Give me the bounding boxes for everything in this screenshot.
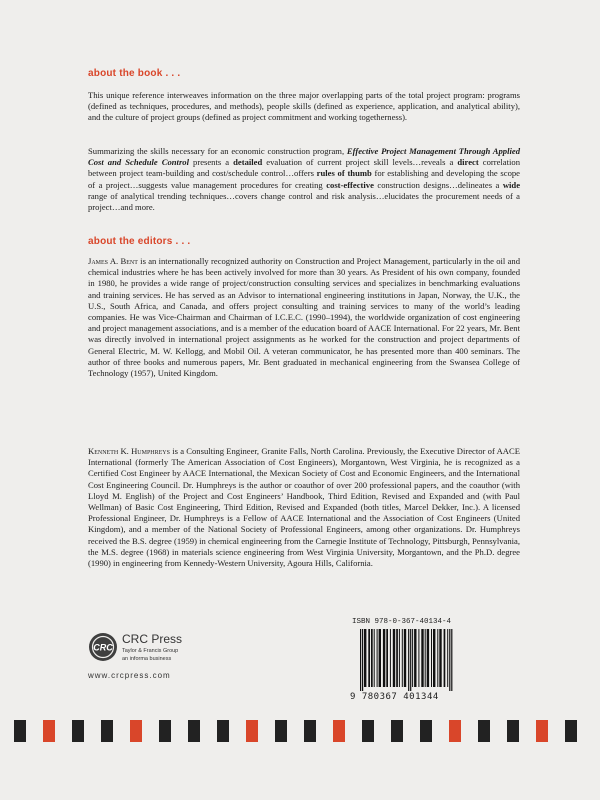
barcode-bar	[449, 629, 450, 691]
barcode-bar	[390, 629, 391, 687]
text-emphasis: Kenneth K. Humphreys	[88, 446, 170, 456]
barcode-bar	[425, 629, 426, 687]
barcode-bar	[418, 629, 419, 687]
stripe-block	[333, 720, 345, 742]
decorative-stripe-band	[0, 720, 600, 742]
barcode-bar	[396, 629, 398, 687]
stripe-block	[565, 720, 577, 742]
barcode-bar	[437, 629, 438, 687]
stripe-block	[478, 720, 490, 742]
stripe-block	[449, 720, 461, 742]
barcode-bar	[368, 629, 370, 687]
stripe-block	[72, 720, 84, 742]
barcode-bar	[360, 629, 361, 691]
text-emphasis: rules of thumb	[316, 168, 372, 179]
text-emphasis: wide	[502, 179, 521, 190]
barcode-bar	[393, 629, 395, 687]
stripe-block	[304, 720, 316, 742]
stripe-block	[130, 720, 142, 742]
publisher-name: CRC Press	[122, 632, 183, 646]
barcode-bar	[386, 629, 388, 687]
text-emphasis: and	[88, 112, 101, 123]
publisher-group: Taylor & Francis Group	[122, 648, 179, 654]
barcode-bar	[447, 629, 448, 687]
barcode-bar	[404, 629, 406, 687]
text-emphasis: Project and Cost Engineers’ Handbook, Third Edition, Revised and Expanded	[183, 490, 464, 501]
barcode-bar	[444, 629, 446, 687]
barcode-bar	[374, 629, 375, 687]
barcode-bar	[362, 629, 363, 691]
text-emphasis: Basic Cost Engineering, Third Edition, Revised and Expanded	[135, 502, 358, 513]
editor-humphreys-bio: Kenneth K. Humphreys is a Consulting Engineer, Granite Falls, North Carolina. Previously, the Executive Director of AACE International (formerly The American Association of Cost Engineers), Morgantown, West Virginia, he is recognized as a Certified Cost Engineer by AACE International, the Mexican Society of Cost and Economic Engineers, and the International Cost Engineering Council. Dr. Humphreys is the author or coauthor of over 200 professional papers, and the coauthor (with Lloyd M. English) of the Project and Cost Engineers’ Handbook, Third Edition, Revised and Expanded and (with Paul Wellman) of Basic Cost Engineering, Third Edition, Revised and Expanded (both titles, Marcel Dekker, Inc.). A licensed Professional Engineer, Dr. Humphreys is a Fellow of AACE International and the Association of Cost Engineers (United Kingdom), and a member of the National Society of Professional Engineers, among other organizations. Dr. Humphreys received the B.S. degree (1959) in chemical engineering from the Carnegie Institute of Technology, Pittsburgh, Pennsylvania, the M.S. degree (1968) in materials science engineering from West Virginia University, Morgantown, and the Ph.D. degree (1990) in engineering from Kennedy-Western University, Agoura Hills, California.	[88, 446, 520, 569]
about-book-paragraph-1: This unique reference interweaves information on the three major overlapping parts of the total project program: programs (defined as techniques, procedures, and methods), people skills (defined as experience, application, and analytical ability), and the culture of project groups (defined as project commitment and working togetherness).	[88, 90, 520, 123]
text-emphasis: Effective Project Management Through Applied Cost and Schedule Control	[88, 146, 520, 168]
stripe-block	[101, 720, 113, 742]
stripe-block	[43, 720, 55, 742]
stripe-block	[420, 720, 432, 742]
barcode-bar	[379, 629, 381, 687]
barcode-bar	[371, 629, 373, 687]
barcode-bar	[433, 629, 435, 687]
barcode-bar	[412, 629, 413, 687]
stripe-block	[188, 720, 200, 742]
text-emphasis: cost-effective	[326, 179, 374, 190]
barcode-bar	[399, 629, 400, 687]
text-emphasis: direct	[457, 157, 479, 168]
text-emphasis: detailed	[233, 157, 263, 168]
publisher-tagline: an informa business	[122, 656, 172, 662]
text-emphasis: James A. Bent	[88, 256, 138, 266]
publisher-url[interactable]: www.crcpress.com	[88, 671, 171, 680]
barcode-bar	[408, 629, 409, 691]
barcode-bar	[377, 629, 378, 687]
stripe-block	[507, 720, 519, 742]
barcode-bars	[350, 629, 522, 691]
stripe-block	[362, 720, 374, 742]
stripe-block	[246, 720, 258, 742]
barcode-bar	[364, 629, 366, 687]
crc-logo-letters: CRC	[93, 642, 113, 653]
barcode-bar	[383, 629, 385, 687]
isbn-digits: 9 780367 401344	[350, 692, 439, 702]
barcode-bar	[410, 629, 411, 691]
barcode-bar	[421, 629, 423, 687]
crc-logo-mark-icon	[88, 632, 118, 662]
stripe-block	[536, 720, 548, 742]
isbn-barcode	[350, 618, 522, 702]
stripe-block	[159, 720, 171, 742]
about-editors-heading: about the editors . . .	[88, 236, 191, 247]
stripe-block	[217, 720, 229, 742]
barcode-bar	[427, 629, 429, 687]
barcode-bar	[431, 629, 432, 687]
editor-bent-bio: James A. Bent is an internationally recognized authority on Construction and Project Management, particularly in the oil and chemical industries where he has been actively involved for more than 30 years. As President of his own company, founded in 1980, he provides a wide range of project/construction consulting services and specializes in benchmarking evaluations and training services. He has served as an Advisor to international engineering institutions in Japan, Norway, the U.K., the U.S., South Africa, and Canada, and offers project consulting and training services to many of the world’s leading companies. He was Vice-Chairman and Chairman of I.C.E.C. (1990–1994), the worldwide organization of cost engineering and project management associations, and is a member of the education board of AACE International. For 22 years, Mr. Bent was directly involved in international project assignments as he worked for the construction and project departments of General Electric, M. W. Kellogg, and Mobil Oil. A veteran communicator, he has presented more than 400 seminars. The author of three books and numerous papers, Mr. Bent graduated in mechanical engineering from the Swansea College of Technology (1957), United Kingdom.	[88, 256, 520, 379]
isbn-label: ISBN 978-0-367-40134-4	[352, 618, 452, 626]
barcode-bar	[414, 629, 416, 687]
about-book-heading: about the book . . .	[88, 68, 181, 79]
barcode-bar	[439, 629, 441, 687]
barcode-bar	[451, 629, 452, 691]
stripe-block	[14, 720, 26, 742]
stripe-block	[391, 720, 403, 742]
about-book-paragraph-2: Summarizing the skills necessary for an economic construction program, Effective Project Management Through Applied Cost and Schedule Control presents a detailed evaluation of current project skill levels…reveals a direct correlation between project team-building and cost/schedule control…offers rules of thumb for establishing and developing the scope of a project…suggests value management procedures for creating cost-effective construction designs…delineates a wide range of analytical trending techniques…covers change control and risk analysis…elucidates the procurement needs of a project…and more.	[88, 146, 521, 213]
barcode-bar	[402, 629, 403, 687]
stripe-block	[275, 720, 287, 742]
